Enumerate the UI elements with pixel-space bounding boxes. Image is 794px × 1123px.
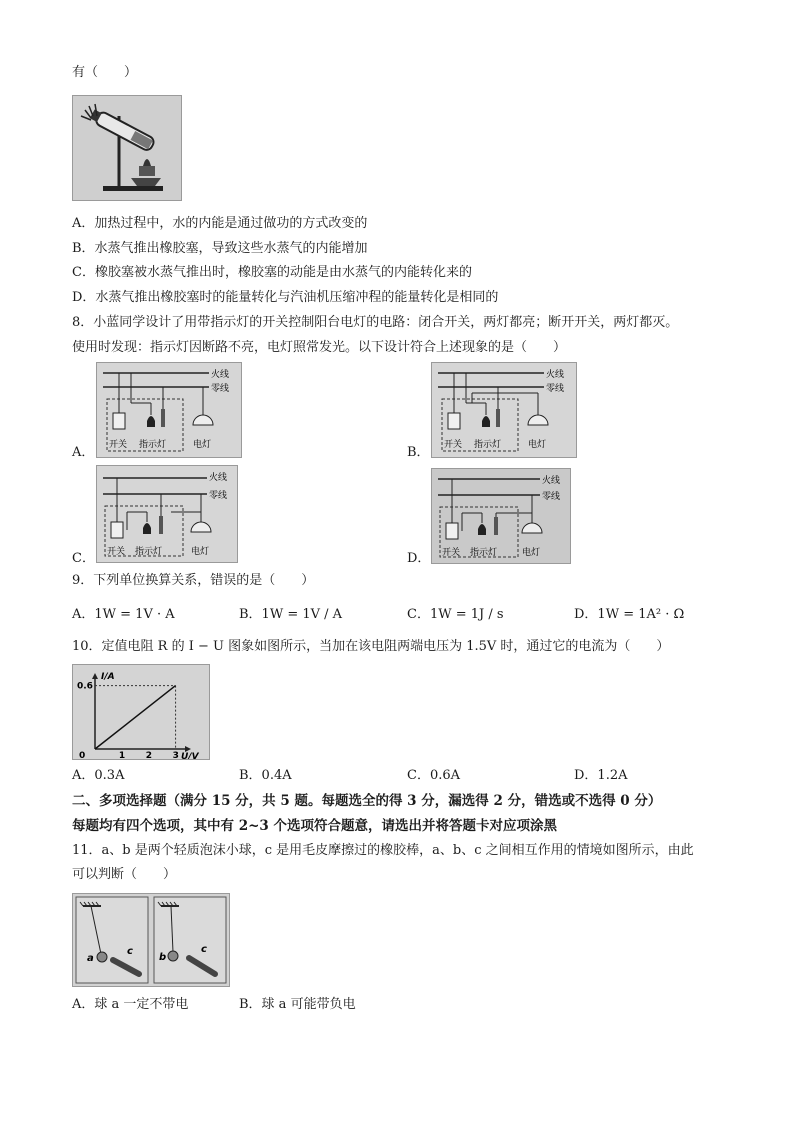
q9-option-d: D．1W = 1A² · Ω — [574, 607, 685, 622]
neutral-wire-label: 零线 — [211, 384, 230, 394]
x-tick-label: 1 — [118, 751, 126, 759]
x-axis-label: U/V — [181, 752, 199, 759]
indicator-label: 指示灯 — [139, 440, 167, 450]
switch-label: 开关 — [444, 440, 463, 450]
indicator-label: 指示灯 — [474, 440, 502, 450]
q8-circuit-a — [96, 362, 242, 458]
q7-option-c: C．橡胶塞被水蒸气推出时，橡胶塞的动能是由水蒸气的内能转化来的 — [72, 265, 472, 280]
q8-circuit-d — [431, 468, 571, 564]
q8-label-c: C． — [72, 551, 95, 566]
q8-stem-line-2: 使用时发现：指示灯因断路不亮，电灯照常发光。以下设计符合上述现象的是（ ） — [72, 340, 567, 355]
q8-stem-line-1: 8．小蓝同学设计了用带指示灯的开关控制阳台电灯的电路：闭合开关，两灯都亮；断开开关，两灯都灭。 — [72, 315, 679, 330]
q8-label-b: B． — [407, 445, 430, 460]
indicator-label: 指示灯 — [470, 548, 498, 558]
q11-stem-line-1: 11．a、b 是两个轻质泡沫小球，c 是用毛皮摩擦过的橡胶棒，a、b、c 之间相互作用的情境如图所示，由此 — [72, 843, 694, 858]
q10-stem: 10．定值电阻 R 的 I − U 图象如图所示，当加在该电阻两端电压为 1.5V 时，通过它的电流为（ ） — [72, 639, 670, 654]
q7-tail: 有（ ） — [72, 65, 138, 80]
q8-circuit-b — [431, 362, 577, 458]
lamp-label: 电灯 — [191, 547, 210, 557]
neutral-wire-label: 零线 — [209, 491, 228, 501]
q7-option-b: B．水蒸气推出橡胶塞，导致这些水蒸气的内能增加 — [72, 241, 368, 256]
q10-option-d: D．1.2A — [574, 768, 628, 783]
indicator-label: 指示灯 — [135, 547, 163, 557]
switch-label: 开关 — [109, 440, 128, 450]
section2-heading-line-1: 二、多项选择题（满分 15 分，共 5 题。每题选全的得 3 分，漏选得 2 分，错选或不选得 0 分） — [72, 793, 662, 809]
switch-label: 开关 — [442, 548, 461, 558]
x-tick-label: 3 — [172, 751, 179, 759]
q8-label-a: A． — [72, 445, 95, 460]
q9-option-a: A．1W = 1V · A — [72, 607, 175, 622]
q11-figure-balls-and-rod — [72, 893, 230, 987]
rod-c-label: c — [127, 946, 133, 957]
q7-option-a: A．加热过程中，水的内能是通过做功的方式改变的 — [72, 216, 368, 231]
lamp-label: 电灯 — [528, 440, 547, 450]
q7-figure-heating-test-tube — [72, 95, 182, 201]
y-axis-label: I/A — [101, 672, 115, 682]
x-tick-label: 0 — [79, 751, 86, 759]
neutral-wire-label: 零线 — [542, 492, 561, 502]
q11-option-a: A．球 a 一定不带电 — [72, 997, 189, 1012]
q11-stem-line-2: 可以判断（ ） — [72, 867, 177, 882]
q8-label-d: D． — [407, 551, 431, 566]
q11-option-b: B．球 a 可能带负电 — [239, 997, 356, 1012]
x-tick-label: 2 — [145, 751, 152, 759]
q9-stem: 9．下列单位换算关系，错误的是（ ） — [72, 573, 315, 588]
section2-heading-line-2: 每题均有四个选项，其中有 2~3 个选项符合题意，请选出并将答题卡对应项涂黑 — [72, 818, 557, 834]
live-wire-label: 火线 — [211, 370, 230, 380]
switch-label: 开关 — [107, 547, 126, 557]
q9-option-b: B．1W = 1V / A — [239, 607, 343, 622]
ball-a-label: a — [87, 953, 94, 964]
live-wire-label: 火线 — [546, 370, 565, 380]
q10-option-a: A．0.3A — [72, 768, 125, 783]
lamp-label: 电灯 — [193, 440, 212, 450]
q10-option-c: C．0.6A — [407, 768, 461, 783]
q9-option-c: C．1W = 1J / s — [407, 607, 504, 622]
live-wire-label: 火线 — [542, 476, 561, 486]
q10-iu-chart — [72, 664, 210, 760]
y-tick-label: 0.6 — [77, 681, 93, 692]
neutral-wire-label: 零线 — [546, 384, 565, 394]
q7-option-d: D．水蒸气推出橡胶塞时的能量转化与汽油机压缩冲程的能量转化是相同的 — [72, 290, 499, 305]
lamp-label: 电灯 — [522, 548, 541, 558]
rod-c-label: c — [201, 944, 207, 955]
live-wire-label: 火线 — [209, 473, 228, 483]
ball-b-label: b — [159, 952, 167, 963]
q10-option-b: B．0.4A — [239, 768, 292, 783]
q8-circuit-c — [96, 465, 238, 563]
